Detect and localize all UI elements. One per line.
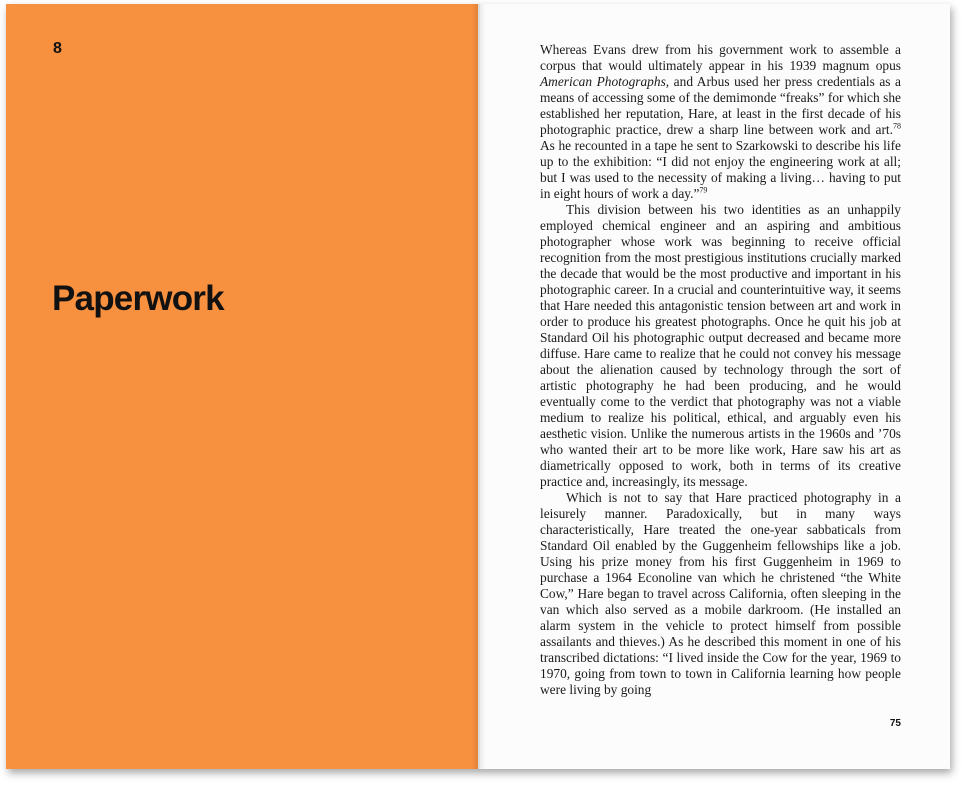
text-run: This division between his two identities as an unhappily employed chemical engineer and an aspiring and ambitious photographer whose work was beginning to receive official recognition from the most prestigious institutions crucially marked the decade that would be the most productive and important in his photographic career. In a crucial and counterintuitive way, it seems that Hare needed this antagonistic tension between art and work in order to produce his greatest photographs. Once he quit his job at Standard Oil his photographic output decreased and became more diffuse. Hare came to realize that he could not convey his message about the alienation caused by technology through the sort of artistic photography he had been producing, and he would eventually come to the verdict that photography was not a viable medium to realize his political, ethical, and arguably even his aesthetic vision. Unlike the numerous artists in the 1960s and ’70s who wanted their art to be more like work, Hare saw his art as diametrically opposed to work, both in terms of its creative practice and, increasingly, its message. — [540, 202, 901, 489]
paragraph-2 — [540, 202, 901, 490]
body-text — [540, 42, 901, 698]
paragraph-3 — [540, 490, 901, 698]
page-number: 75 — [889, 718, 901, 729]
text-run: and Arbus used her press credentials as a means of accessing some of the demimonde “freaks” for which she established her reputation, Hare, at least in the first decade of his photographic practice, drew a sharp line between work and art. — [540, 74, 901, 137]
italic-run: American Photographs, — [540, 74, 670, 89]
footnote-ref: 78 — [893, 121, 901, 131]
footnote-ref: 79 — [699, 185, 708, 195]
book-spread — [6, 4, 950, 769]
chapter-number: 8 — [53, 40, 62, 57]
left-page — [6, 4, 478, 769]
text-run: Whereas Evans drew from his government work to assemble a corpus that would ultimately appear in his 1939 magnum opus — [540, 42, 901, 73]
text-run: As he recounted in a tape he sent to Szarkowski to describe his life up to the exhibition: “I did not enjoy the engineering work at all; but I was used to the necessity of making a living… having to put in eight hours of work a day.” — [540, 138, 901, 201]
paragraph-1 — [540, 42, 901, 202]
text-run: Which is not to say that Hare practiced photography in a leisurely manner. Paradoxically, but in many ways characteristically, Hare treated the one-year sabbaticals from Standard Oil enabled by the Guggenheim fellowships like a job. Using his prize money from his first Guggenheim in 1969 to purchase a 1964 Econoline van which he christened “the White Cow,” Hare began to travel across California, often sleeping in the van which also served as a mobile darkroom. (He installed an alarm system in the vehicle to protect himself from possible assailants and thieves.) As he described this moment in one of his transcribed dictations: “I lived inside the Cow for the year, 1969 to 1970, going from town to town in California learning how people were living by going — [540, 490, 901, 697]
right-page — [478, 4, 950, 769]
chapter-title: Paperwork — [52, 279, 224, 318]
